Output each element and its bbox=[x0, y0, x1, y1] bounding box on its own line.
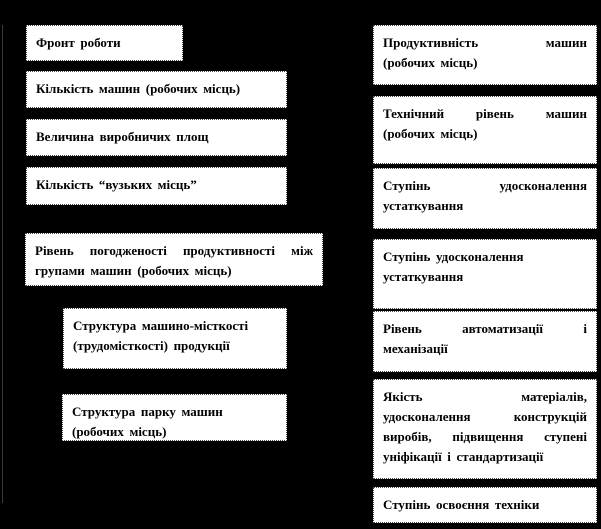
factor-box-machine-productivity bbox=[373, 25, 597, 85]
box-line: Продуктивність машин bbox=[383, 35, 587, 50]
factor-box-bottlenecks-count bbox=[26, 167, 287, 205]
box-line: Ступінь удосконалення bbox=[383, 178, 587, 193]
box-line: удосконалення конструкцій bbox=[383, 409, 587, 424]
box-line: устаткування bbox=[383, 198, 464, 213]
box-line: (трудомісткості) продукції bbox=[73, 338, 230, 353]
box-line: Ступінь удосконалення bbox=[383, 249, 524, 264]
box-line: Ступінь освоєння техніки bbox=[383, 497, 540, 512]
box-line: Фронт роботи bbox=[36, 35, 121, 50]
box-line: Рівень автоматизації і bbox=[383, 321, 587, 336]
box-line: Структура машино-місткості bbox=[73, 318, 249, 333]
box-line: механізації bbox=[383, 341, 448, 356]
box-line: (робочих місць) bbox=[72, 424, 167, 439]
factor-box-number-of-machines bbox=[26, 71, 287, 108]
factor-box-equipment-improvement-2 bbox=[373, 239, 597, 309]
box-line: устаткування bbox=[383, 269, 464, 284]
box-line: виробів, підвищення ступені bbox=[383, 429, 587, 444]
factor-box-automation-mechanization bbox=[373, 311, 597, 372]
box-line: Технічний рівень машин bbox=[383, 106, 587, 121]
factor-box-front-of-work bbox=[26, 25, 183, 61]
factor-box-production-area-size bbox=[26, 119, 287, 156]
factor-box-productivity-coordination bbox=[25, 233, 323, 286]
box-line: уніфікації і стандартизації bbox=[383, 449, 544, 464]
factor-box-machine-intensity-structure bbox=[63, 308, 287, 369]
scan-edge-artifact bbox=[2, 25, 3, 503]
factor-box-materials-quality bbox=[373, 379, 597, 479]
box-line: Кількість машин (робочих місць) bbox=[36, 81, 241, 96]
box-line: Якість матеріалів, bbox=[383, 389, 587, 404]
box-line: Величина виробничих площ bbox=[36, 129, 209, 144]
box-line: Структура парку машин bbox=[72, 404, 223, 419]
box-line: (робочих місць) bbox=[383, 55, 478, 70]
factor-box-equipment-improvement-1 bbox=[373, 168, 597, 229]
box-line: Кількість “вузьких місць” bbox=[36, 177, 197, 192]
factor-box-technology-mastery bbox=[373, 487, 597, 523]
box-line: (робочих місць) bbox=[383, 126, 478, 141]
box-line: групами машин (робочих місць) bbox=[35, 263, 232, 278]
box-line: Рівень погодженості продуктивності між bbox=[35, 243, 313, 258]
factor-box-technical-level bbox=[373, 96, 597, 164]
factor-box-machine-fleet-structure bbox=[62, 394, 287, 441]
